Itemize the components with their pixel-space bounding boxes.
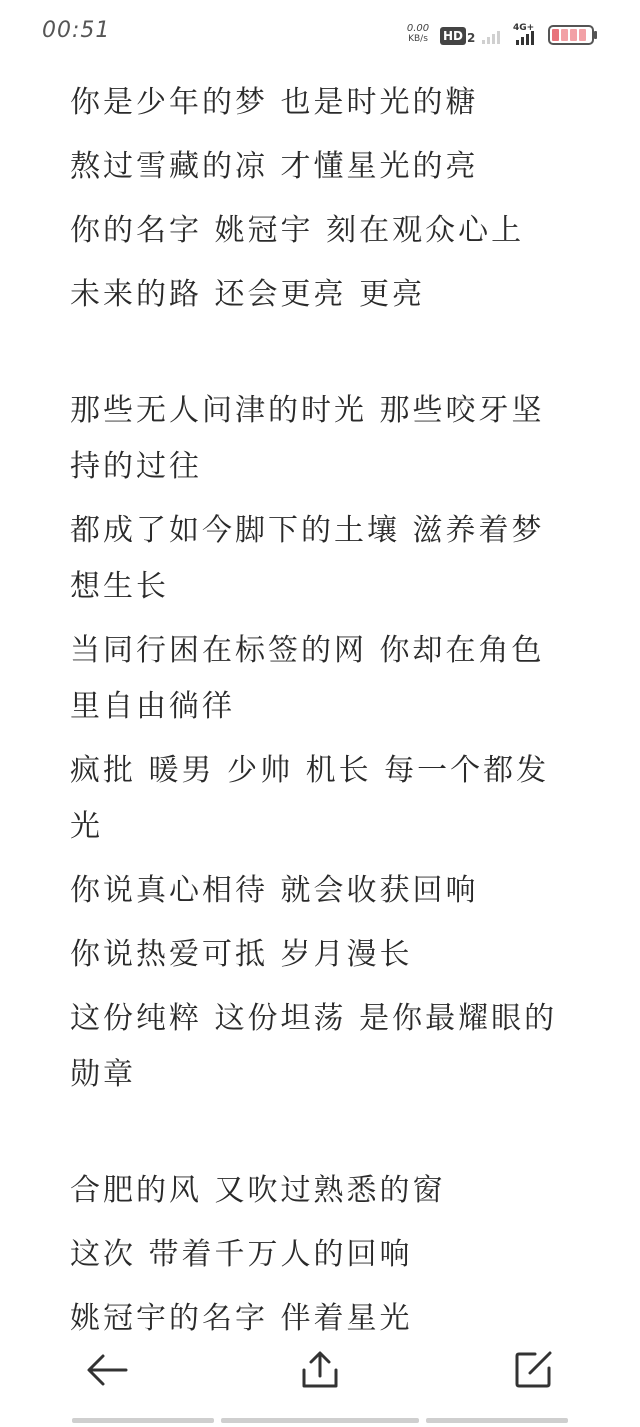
network-speed xyxy=(404,23,432,45)
share-icon xyxy=(300,1350,340,1390)
lyric-line: 未来的路 还会更亮 更亮 xyxy=(70,277,426,312)
lyric-line: 熬过雪藏的凉 才懂星光的亮 xyxy=(70,149,479,184)
lyric-line: 疯批 暖男 少帅 机长 每一个都发光 xyxy=(70,753,550,844)
lyric-line: 那些无人问津的时光 那些咬牙坚持的过往 xyxy=(70,393,545,484)
battery-icon xyxy=(548,25,598,45)
hd-sub: 2 xyxy=(467,31,476,45)
signal-4g-icon xyxy=(512,23,542,49)
status-time: 00:51 xyxy=(42,18,111,43)
stanza-gap xyxy=(70,1103,570,1163)
nav-indicator-left xyxy=(72,1418,214,1423)
lyric-line: 你说真心相待 就会收获回响 xyxy=(70,873,479,908)
edit-icon xyxy=(513,1350,553,1390)
lyric-line: 姚冠宇的名字 伴着星光 xyxy=(70,1301,413,1336)
hd-label: HD xyxy=(440,27,466,45)
hd-voice-icon xyxy=(440,25,475,45)
back-button[interactable] xyxy=(72,1340,142,1400)
network-speed-value: 0.00 xyxy=(406,23,430,34)
lyric-line: 合肥的风 又吹过熟悉的窗 xyxy=(70,1173,446,1208)
stanza-gap xyxy=(70,323,570,383)
lyric-line: 你的名字 姚冠宇 刻在观众心上 xyxy=(70,213,525,248)
lyrics-content xyxy=(70,70,570,1347)
network-type: 4G+ xyxy=(513,23,535,33)
lyric-line: 当同行困在标签的网 你却在角色里自由徜徉 xyxy=(70,633,545,724)
lyric-line: 这份纯粹 这份坦荡 是你最耀眼的勋章 xyxy=(70,1001,558,1092)
nav-indicator-center xyxy=(221,1418,419,1423)
nav-indicator-right xyxy=(426,1418,568,1423)
arrow-left-icon xyxy=(86,1353,128,1387)
signal-sim1-icon xyxy=(482,30,506,44)
bottom-toolbar xyxy=(0,1340,640,1410)
lyric-line: 你是少年的梦 也是时光的糖 xyxy=(70,85,479,120)
lyric-line: 这次 带着千万人的回响 xyxy=(70,1237,413,1272)
lyric-line: 你说热爱可抵 岁月漫长 xyxy=(70,937,413,972)
edit-button[interactable] xyxy=(498,1340,568,1400)
status-bar xyxy=(0,0,640,68)
network-speed-unit: KB/s xyxy=(408,34,428,44)
lyric-line: 都成了如今脚下的土壤 滋养着梦想生长 xyxy=(70,513,545,604)
share-button[interactable] xyxy=(285,1340,355,1400)
